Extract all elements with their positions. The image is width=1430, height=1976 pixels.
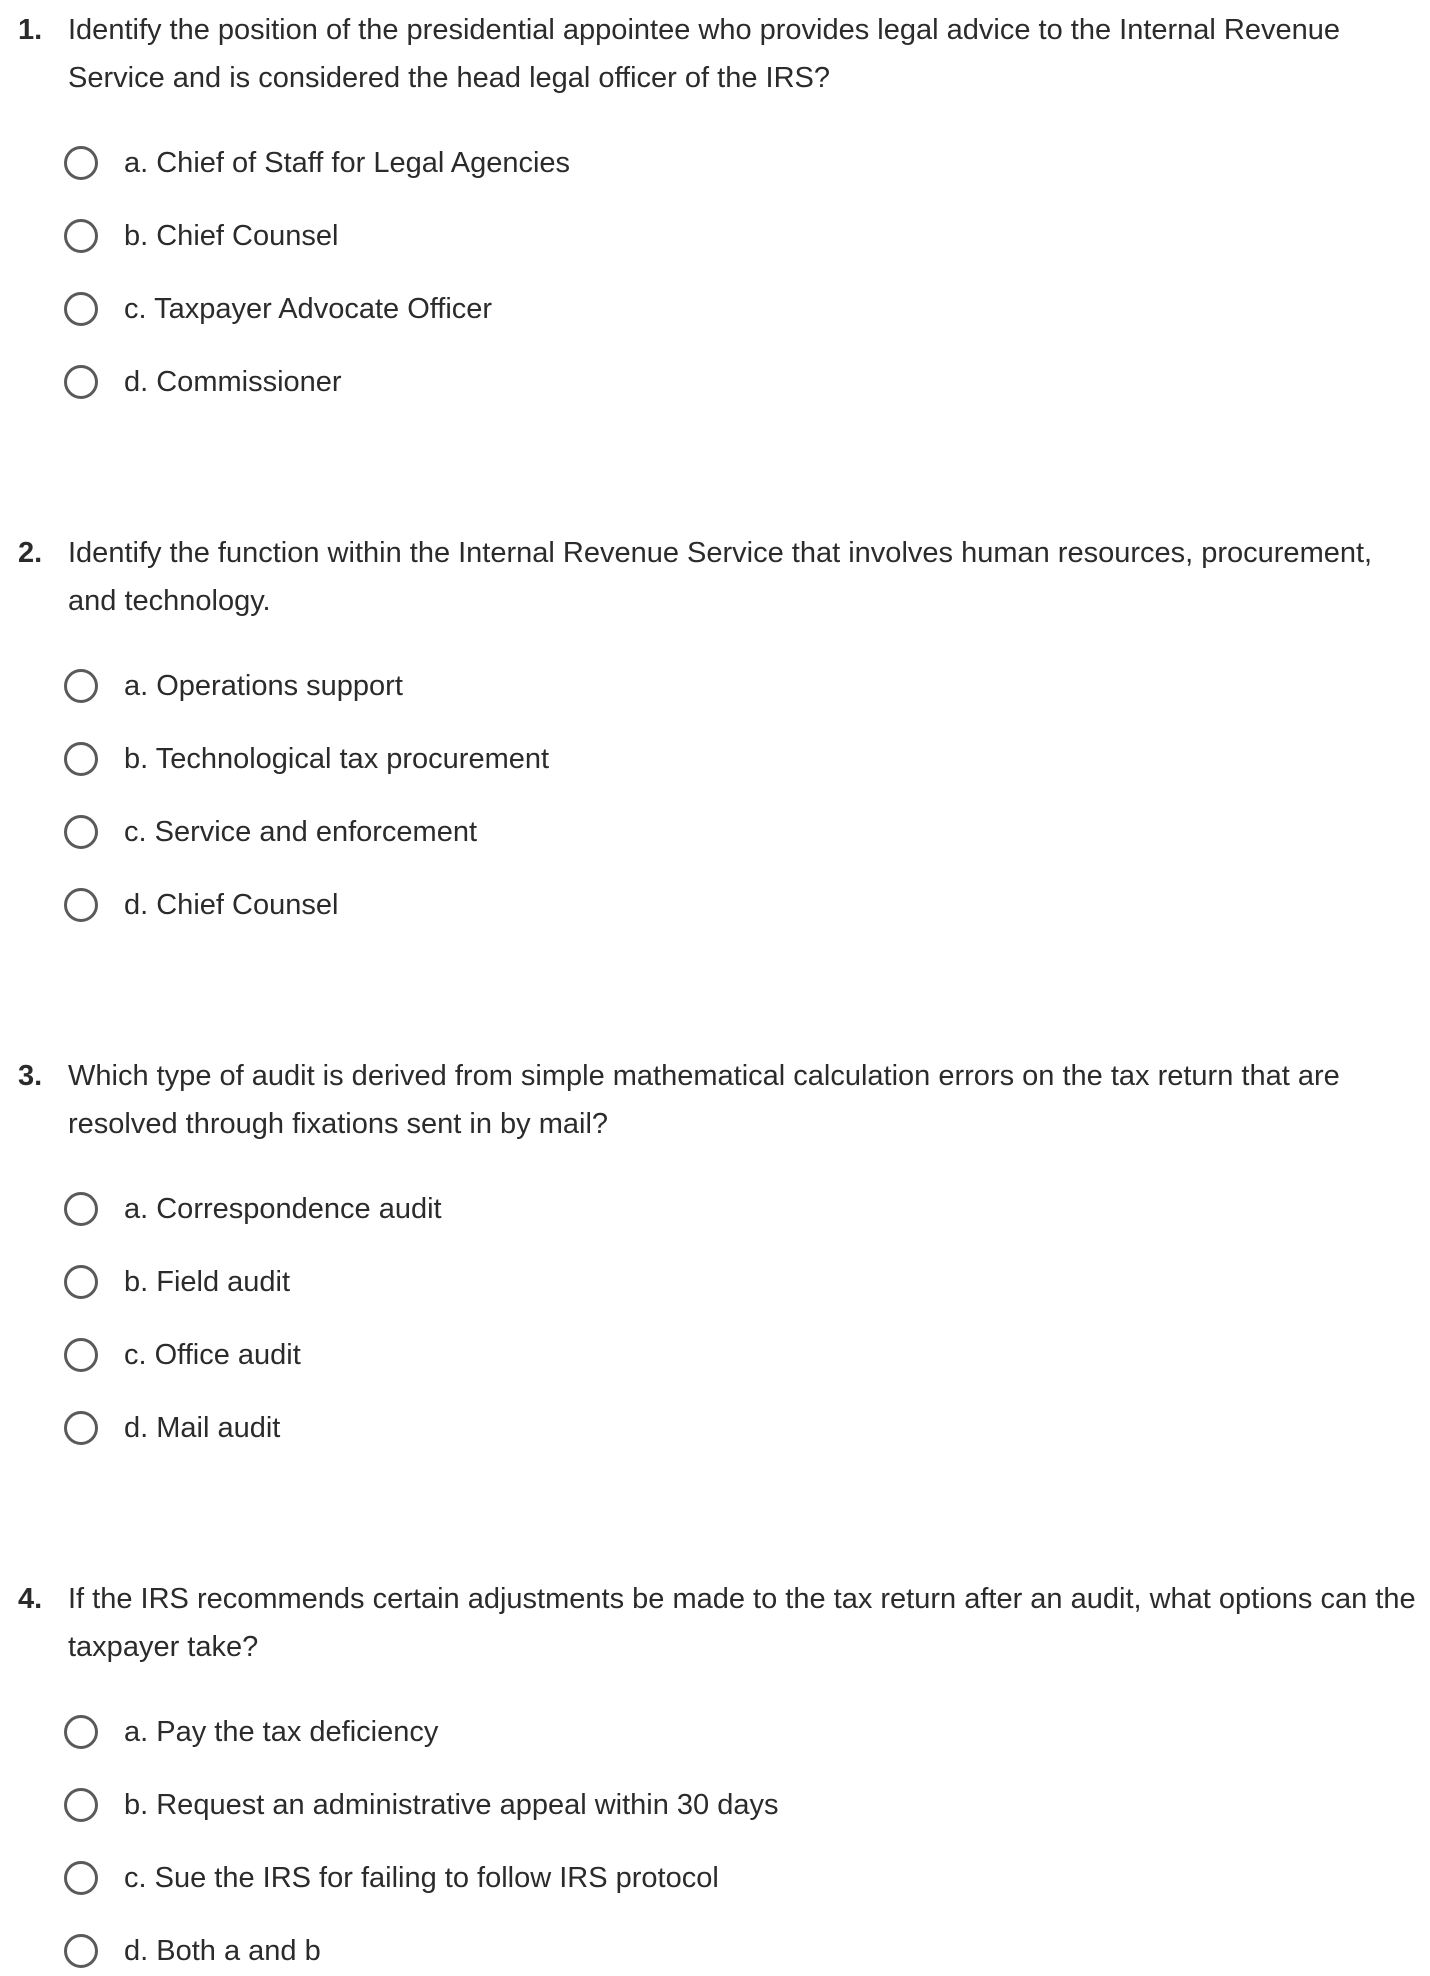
radio-button[interactable] — [64, 669, 98, 703]
option-3d[interactable] — [64, 1409, 1264, 1453]
radio-button[interactable] — [64, 365, 98, 399]
question-text: Which type of audit is derived from simple mathematical calculation errors on the tax return that are resolved through fixations sent in by mail? — [68, 1060, 1340, 1140]
radio-button[interactable] — [64, 292, 98, 326]
option-3b[interactable] — [64, 1263, 1264, 1307]
option-label: d. Both a and b — [124, 1935, 321, 1967]
option-4c[interactable] — [64, 1859, 1264, 1903]
option-label: c. Sue the IRS for failing to follow IRS protocol — [124, 1862, 719, 1894]
question-number: 2. — [18, 537, 43, 569]
radio-button[interactable] — [64, 1715, 98, 1749]
option-label: a. Operations support — [124, 670, 403, 702]
option-label: c. Service and enforcement — [124, 816, 478, 848]
radio-button[interactable] — [64, 1411, 98, 1445]
radio-button[interactable] — [64, 1265, 98, 1299]
radio-button[interactable] — [64, 219, 98, 253]
option-2a[interactable] — [64, 667, 1264, 711]
option-label: b. Chief Counsel — [124, 220, 339, 252]
option-2b[interactable] — [64, 740, 1264, 784]
radio-button[interactable] — [64, 146, 98, 180]
radio-button[interactable] — [64, 1788, 98, 1822]
radio-button[interactable] — [64, 1861, 98, 1895]
question-number: 1. — [18, 14, 43, 46]
option-label: d. Commissioner — [124, 366, 342, 398]
question-text: If the IRS recommends certain adjustments be made to the tax return after an audit, what options can the taxpayer take? — [68, 1583, 1416, 1663]
option-label: c. Office audit — [124, 1339, 301, 1371]
question-text: Identify the position of the presidential appointee who provides legal advice to the Internal Revenue Service and is considered the head legal officer of the IRS? — [68, 14, 1341, 94]
radio-button[interactable] — [64, 1338, 98, 1372]
option-3c[interactable] — [64, 1336, 1264, 1380]
radio-button[interactable] — [64, 1934, 98, 1968]
option-2c[interactable] — [64, 813, 1264, 857]
option-3a[interactable] — [64, 1190, 1264, 1234]
option-label: b. Field audit — [124, 1266, 291, 1298]
option-label: a. Correspondence audit — [124, 1193, 442, 1225]
option-label: c. Taxpayer Advocate Officer — [124, 293, 493, 325]
question-number: 4. — [18, 1583, 43, 1615]
option-1c[interactable] — [64, 290, 1264, 334]
option-label: a. Chief of Staff for Legal Agencies — [124, 147, 571, 179]
radio-button[interactable] — [64, 815, 98, 849]
option-label: d. Chief Counsel — [124, 889, 339, 921]
question-text: Identify the function within the Internal Revenue Service that involves human resources, procurement, and technology. — [68, 537, 1373, 617]
option-label: d. Mail audit — [124, 1412, 281, 1444]
radio-button[interactable] — [64, 888, 98, 922]
radio-button[interactable] — [64, 742, 98, 776]
option-4b[interactable] — [64, 1786, 1264, 1830]
option-4a[interactable] — [64, 1713, 1264, 1757]
option-4d[interactable] — [64, 1932, 1264, 1976]
option-label: b. Request an administrative appeal within 30 days — [124, 1789, 779, 1821]
option-1a[interactable] — [64, 144, 1264, 188]
option-1d[interactable] — [64, 363, 1264, 407]
question-number: 3. — [18, 1060, 43, 1092]
radio-button[interactable] — [64, 1192, 98, 1226]
option-2d[interactable] — [64, 886, 1264, 930]
option-1b[interactable] — [64, 217, 1264, 261]
option-label: b. Technological tax procurement — [124, 743, 550, 775]
option-label: a. Pay the tax deficiency — [124, 1716, 439, 1748]
